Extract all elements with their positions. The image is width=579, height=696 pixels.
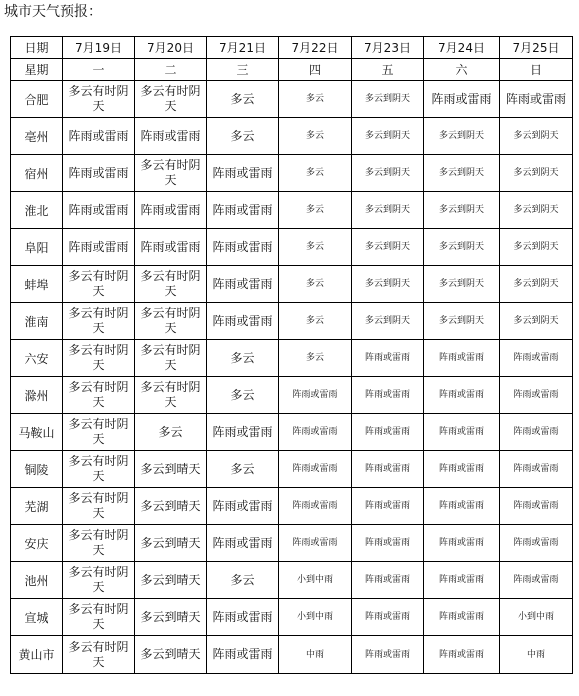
forecast-text: 阵雨或雷雨 [513, 501, 559, 511]
forecast-cell [500, 451, 573, 488]
forecast-cell [279, 451, 352, 488]
forecast-text: 多云 [230, 128, 255, 143]
forecast-cell [352, 377, 424, 414]
forecast-text: 多云有时阴天 [140, 269, 201, 298]
forecast-cell [207, 118, 279, 155]
forecast-cell [63, 599, 135, 636]
forecast-text: 多云到阴天 [438, 279, 484, 289]
forecast-text: 多云有时阴天 [140, 84, 201, 113]
forecast-cell [424, 562, 500, 599]
forecast-cell [424, 192, 500, 229]
forecast-text: 阵雨或雷雨 [212, 313, 273, 328]
city-row [11, 562, 573, 599]
forecast-text: 多云到阴天 [438, 316, 484, 326]
forecast-text: 多云到阴天 [513, 131, 559, 141]
date-label-cell: 日期 [11, 37, 63, 59]
weekday-label-cell: 星期 [11, 59, 63, 81]
forecast-cell [500, 229, 573, 266]
forecast-cell [63, 377, 135, 414]
forecast-text: 阵雨或雷雨 [68, 128, 129, 143]
forecast-cell [63, 155, 135, 192]
forecast-text: 多云到晴天 [140, 609, 201, 624]
forecast-cell [207, 636, 279, 674]
city-name-cell: 淮南 [11, 303, 63, 340]
date-cell: 7月19日 [63, 37, 135, 59]
forecast-cell [352, 340, 424, 377]
forecast-text: 阵雨或雷雨 [364, 575, 410, 585]
forecast-text: 阵雨或雷雨 [513, 390, 559, 400]
forecast-text: 阵雨或雷雨 [364, 353, 410, 363]
forecast-text: 多云有时阴天 [68, 84, 129, 113]
forecast-text: 多云到晴天 [140, 535, 201, 550]
forecast-cell [279, 303, 352, 340]
forecast-cell [63, 266, 135, 303]
forecast-cell [135, 451, 207, 488]
forecast-text: 阵雨或雷雨 [438, 353, 484, 363]
forecast-cell [352, 81, 424, 118]
city-name-cell: 淮北 [11, 192, 63, 229]
city-name-cell: 合肥 [11, 81, 63, 118]
forecast-text: 阵雨或雷雨 [68, 239, 129, 254]
forecast-cell [279, 562, 352, 599]
forecast-text: 阵雨或雷雨 [438, 649, 484, 660]
date-cell: 7月20日 [135, 37, 207, 59]
forecast-cell [279, 81, 352, 118]
forecast-cell [279, 266, 352, 303]
forecast-text: 阵雨或雷雨 [513, 353, 559, 363]
forecast-text: 多云 [158, 424, 183, 439]
forecast-cell [352, 266, 424, 303]
forecast-text: 阵雨或雷雨 [212, 165, 273, 180]
forecast-cell [63, 340, 135, 377]
forecast-text: 多云 [305, 279, 324, 289]
forecast-cell [500, 340, 573, 377]
forecast-cell [500, 488, 573, 525]
forecast-text: 多云到阴天 [364, 242, 410, 252]
forecast-text: 多云到阴天 [364, 316, 410, 326]
city-row [11, 414, 573, 451]
forecast-text: 阵雨或雷雨 [438, 612, 484, 622]
forecast-text: 阵雨或雷雨 [140, 202, 201, 217]
forecast-text: 阵雨或雷雨 [292, 501, 338, 511]
forecast-text: 阵雨或雷雨 [140, 239, 201, 254]
forecast-cell [207, 451, 279, 488]
forecast-cell [424, 451, 500, 488]
forecast-cell [135, 266, 207, 303]
weekday-cell: 四 [279, 59, 352, 81]
forecast-text: 多云到阴天 [513, 242, 559, 252]
forecast-text: 阵雨或雷雨 [364, 464, 410, 474]
forecast-cell [135, 525, 207, 562]
forecast-cell [63, 525, 135, 562]
city-name-cell: 阜阳 [11, 229, 63, 266]
forecast-cell [424, 81, 500, 118]
forecast-cell [63, 488, 135, 525]
weekday-cell: 一 [63, 59, 135, 81]
forecast-text: 阵雨或雷雨 [438, 575, 484, 585]
forecast-cell [279, 377, 352, 414]
forecast-cell [279, 340, 352, 377]
forecast-cell [352, 155, 424, 192]
city-name-cell: 芜湖 [11, 488, 63, 525]
city-row [11, 192, 573, 229]
forecast-text: 阵雨或雷雨 [505, 91, 566, 106]
forecast-cell [207, 525, 279, 562]
forecast-cell [500, 192, 573, 229]
forecast-cell [207, 192, 279, 229]
forecast-cell [500, 636, 573, 674]
weekday-cell: 六 [424, 59, 500, 81]
forecast-cell [63, 229, 135, 266]
forecast-text: 多云到阴天 [364, 94, 410, 104]
forecast-text: 阵雨或雷雨 [364, 427, 410, 437]
forecast-cell [207, 377, 279, 414]
forecast-cell [500, 377, 573, 414]
forecast-text: 阵雨或雷雨 [431, 91, 492, 106]
forecast-text: 阵雨或雷雨 [513, 464, 559, 474]
forecast-text: 多云 [230, 572, 255, 587]
weekday-cell: 二 [135, 59, 207, 81]
forecast-cell [279, 525, 352, 562]
forecast-text: 多云 [305, 131, 324, 141]
forecast-cell [135, 118, 207, 155]
forecast-text: 多云 [305, 316, 324, 326]
forecast-text: 阵雨或雷雨 [364, 390, 410, 400]
forecast-cell [207, 562, 279, 599]
forecast-cell [352, 451, 424, 488]
forecast-text: 阵雨或雷雨 [292, 464, 338, 474]
city-row [11, 303, 573, 340]
forecast-cell [279, 229, 352, 266]
city-row [11, 81, 573, 118]
forecast-cell [500, 525, 573, 562]
city-name-cell: 亳州 [11, 118, 63, 155]
forecast-text: 阵雨或雷雨 [364, 612, 410, 622]
forecast-cell [135, 340, 207, 377]
forecast-cell [135, 229, 207, 266]
forecast-text: 阵雨或雷雨 [513, 427, 559, 437]
forecast-cell [500, 118, 573, 155]
forecast-cell [135, 562, 207, 599]
forecast-text: 多云 [230, 350, 255, 365]
forecast-text: 多云到晴天 [140, 572, 201, 587]
forecast-cell [135, 155, 207, 192]
forecast-cell [207, 340, 279, 377]
forecast-cell [352, 414, 424, 451]
forecast-text: 多云到阴天 [364, 279, 410, 289]
forecast-cell [352, 192, 424, 229]
forecast-cell [207, 155, 279, 192]
city-name-cell: 滁州 [11, 377, 63, 414]
forecast-cell [279, 155, 352, 192]
forecast-text: 阵雨或雷雨 [513, 575, 559, 585]
forecast-text: 阵雨或雷雨 [438, 427, 484, 437]
forecast-text: 多云有时阴天 [68, 602, 129, 631]
forecast-cell [63, 192, 135, 229]
forecast-text: 多云 [230, 387, 255, 402]
forecast-cell [63, 562, 135, 599]
city-row [11, 636, 573, 674]
forecast-cell [207, 414, 279, 451]
forecast-text: 多云到阴天 [438, 242, 484, 252]
forecast-cell [135, 599, 207, 636]
city-row [11, 266, 573, 303]
forecast-cell [352, 118, 424, 155]
city-name-cell: 铜陵 [11, 451, 63, 488]
forecast-text: 多云有时阴天 [68, 565, 129, 594]
forecast-cell [135, 303, 207, 340]
forecast-text: 小到中雨 [296, 575, 333, 585]
forecast-text: 多云到阴天 [513, 279, 559, 289]
forecast-cell [352, 488, 424, 525]
forecast-text: 阵雨或雷雨 [292, 390, 338, 400]
city-name-cell: 宿州 [11, 155, 63, 192]
forecast-text: 阵雨或雷雨 [212, 647, 273, 661]
forecast-text: 多云到阴天 [438, 131, 484, 141]
weather-forecast-table [10, 36, 573, 674]
forecast-cell [424, 118, 500, 155]
forecast-text: 阵雨或雷雨 [68, 165, 129, 180]
forecast-text: 阵雨或雷雨 [140, 128, 201, 143]
forecast-text: 多云到阴天 [438, 168, 484, 178]
forecast-text: 多云 [305, 353, 324, 363]
forecast-cell [424, 488, 500, 525]
forecast-cell [500, 155, 573, 192]
date-cell: 7月22日 [279, 37, 352, 59]
forecast-text: 小到中雨 [517, 612, 554, 622]
forecast-text: 阵雨或雷雨 [438, 390, 484, 400]
forecast-text: 多云有时阴天 [68, 269, 129, 298]
forecast-text: 多云有时阴天 [140, 158, 201, 187]
forecast-cell [279, 118, 352, 155]
city-name-cell: 宣城 [11, 599, 63, 636]
forecast-text: 多云到阴天 [513, 316, 559, 326]
city-row [11, 488, 573, 525]
forecast-text: 多云有时阴天 [68, 454, 129, 483]
forecast-cell [424, 340, 500, 377]
forecast-text: 阵雨或雷雨 [212, 276, 273, 291]
forecast-cell [207, 303, 279, 340]
date-cell: 7月23日 [352, 37, 424, 59]
weekday-cell: 日 [500, 59, 573, 81]
date-cell: 7月25日 [500, 37, 573, 59]
forecast-text: 多云 [305, 242, 324, 252]
forecast-cell [63, 303, 135, 340]
forecast-cell [424, 155, 500, 192]
forecast-cell [135, 192, 207, 229]
forecast-cell [63, 636, 135, 674]
forecast-text: 阵雨或雷雨 [68, 202, 129, 217]
forecast-cell [500, 266, 573, 303]
city-name-cell: 池州 [11, 562, 63, 599]
forecast-text: 阵雨或雷雨 [212, 239, 273, 254]
city-row [11, 118, 573, 155]
forecast-cell [207, 488, 279, 525]
forecast-text: 阵雨或雷雨 [364, 649, 410, 660]
forecast-cell [279, 599, 352, 636]
forecast-text: 多云到阴天 [364, 168, 410, 178]
forecast-cell [279, 192, 352, 229]
forecast-cell [135, 377, 207, 414]
forecast-text: 多云有时阴天 [68, 491, 129, 520]
forecast-cell [63, 118, 135, 155]
date-header-row [11, 37, 573, 59]
forecast-text: 多云有时阴天 [68, 343, 129, 372]
forecast-cell [207, 266, 279, 303]
forecast-cell [352, 303, 424, 340]
forecast-text: 多云到阴天 [513, 168, 559, 178]
forecast-text: 多云到阴天 [364, 205, 410, 215]
forecast-text: 多云 [230, 461, 255, 476]
forecast-cell [135, 636, 207, 674]
forecast-cell [424, 636, 500, 674]
forecast-text: 多云到阴天 [364, 131, 410, 141]
forecast-cell [63, 451, 135, 488]
forecast-text: 多云有时阴天 [68, 639, 129, 669]
forecast-text: 阵雨或雷雨 [438, 464, 484, 474]
forecast-cell [352, 599, 424, 636]
forecast-text: 阵雨或雷雨 [292, 427, 338, 437]
forecast-cell [424, 303, 500, 340]
forecast-cell [135, 414, 207, 451]
forecast-cell [424, 414, 500, 451]
page-title: 城市天气预报： [4, 4, 102, 20]
forecast-cell [352, 562, 424, 599]
forecast-text: 多云有时阴天 [68, 417, 129, 446]
city-row [11, 155, 573, 192]
forecast-text: 多云 [305, 205, 324, 215]
forecast-text: 阵雨或雷雨 [364, 538, 410, 548]
forecast-cell [279, 414, 352, 451]
forecast-cell [135, 488, 207, 525]
forecast-cell [500, 81, 573, 118]
table-body [11, 37, 573, 674]
forecast-text: 阵雨或雷雨 [292, 538, 338, 548]
forecast-text: 多云有时阴天 [68, 380, 129, 409]
forecast-cell [500, 562, 573, 599]
forecast-cell [500, 599, 573, 636]
forecast-text: 阵雨或雷雨 [212, 498, 273, 513]
city-name-cell: 黄山市 [11, 636, 63, 674]
forecast-cell [135, 81, 207, 118]
weekday-cell: 三 [207, 59, 279, 81]
forecast-text: 多云有时阴天 [68, 528, 129, 557]
forecast-cell [424, 525, 500, 562]
forecast-cell [207, 229, 279, 266]
weekday-cell: 五 [352, 59, 424, 81]
forecast-text: 多云 [305, 168, 324, 178]
forecast-cell [424, 266, 500, 303]
forecast-text: 多云有时阴天 [140, 306, 201, 335]
city-row [11, 229, 573, 266]
forecast-cell [279, 636, 352, 674]
city-row [11, 451, 573, 488]
forecast-cell [500, 303, 573, 340]
forecast-text: 多云到晴天 [140, 498, 201, 513]
forecast-text: 阵雨或雷雨 [212, 424, 273, 439]
forecast-text: 阵雨或雷雨 [212, 202, 273, 217]
forecast-cell [207, 599, 279, 636]
forecast-text: 多云到晴天 [140, 461, 201, 476]
forecast-text: 阵雨或雷雨 [212, 609, 273, 624]
forecast-text: 阵雨或雷雨 [438, 501, 484, 511]
forecast-text: 多云 [305, 94, 324, 104]
forecast-text: 阵雨或雷雨 [513, 538, 559, 548]
forecast-text: 阵雨或雷雨 [364, 501, 410, 511]
city-row [11, 377, 573, 414]
forecast-text: 阵雨或雷雨 [212, 535, 273, 550]
city-name-cell: 安庆 [11, 525, 63, 562]
city-name-cell: 蚌埠 [11, 266, 63, 303]
forecast-text: 中雨 [526, 649, 545, 660]
city-name-cell: 马鞍山 [11, 414, 63, 451]
weekday-header-row [11, 59, 573, 81]
forecast-text: 多云有时阴天 [140, 380, 201, 409]
forecast-text: 多云有时阴天 [140, 343, 201, 372]
forecast-cell [352, 229, 424, 266]
city-row [11, 525, 573, 562]
forecast-text: 多云到阴天 [513, 205, 559, 215]
forecast-cell [279, 488, 352, 525]
forecast-text: 多云到晴天 [140, 647, 201, 661]
forecast-cell [424, 377, 500, 414]
forecast-text: 小到中雨 [296, 612, 333, 622]
forecast-text: 阵雨或雷雨 [438, 538, 484, 548]
city-row [11, 599, 573, 636]
forecast-cell [207, 81, 279, 118]
forecast-text: 多云 [230, 91, 255, 106]
city-name-cell: 六安 [11, 340, 63, 377]
forecast-text: 中雨 [305, 649, 324, 660]
forecast-cell [63, 414, 135, 451]
forecast-cell [500, 414, 573, 451]
date-cell: 7月24日 [424, 37, 500, 59]
forecast-cell [352, 636, 424, 674]
forecast-text: 多云到阴天 [438, 205, 484, 215]
forecast-cell [352, 525, 424, 562]
forecast-cell [424, 229, 500, 266]
date-cell: 7月21日 [207, 37, 279, 59]
forecast-cell [424, 599, 500, 636]
forecast-cell [63, 81, 135, 118]
city-row [11, 340, 573, 377]
forecast-text: 多云有时阴天 [68, 306, 129, 335]
